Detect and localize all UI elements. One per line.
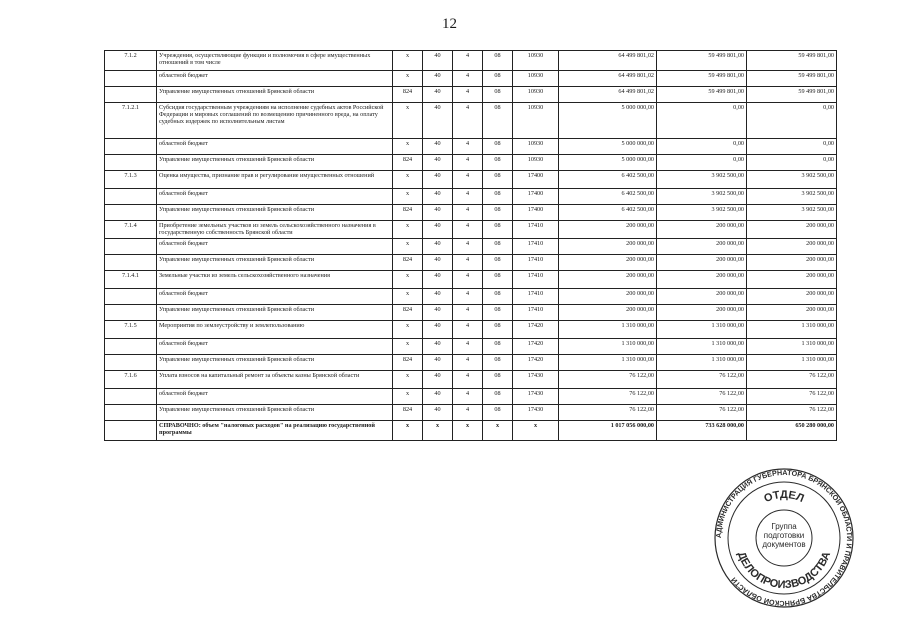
table-row [105, 205, 837, 221]
row-number-cell [105, 189, 157, 205]
table-row [105, 339, 837, 355]
table-row [105, 405, 837, 421]
target-code-cell: 10930 [513, 103, 559, 139]
amount-year2-cell: 76 122,00 [657, 371, 747, 389]
target-code-cell: 10930 [513, 87, 559, 103]
table-row [105, 51, 837, 71]
row-name-cell: Субсидия государственным учреждениям на исполнение судебных актов Российской Федерации и мировых соглашений по возмещению причиненного вреда, на оплату судебных издержек по исполнительным листам [157, 103, 393, 139]
table-row [105, 355, 837, 371]
program-code-cell: 40 [423, 221, 453, 239]
section-code-cell: 4 [453, 87, 483, 103]
row-name-cell: областной бюджет [157, 189, 393, 205]
target-code-cell: 10930 [513, 71, 559, 87]
subsection-code-cell: 08 [483, 205, 513, 221]
amount-year2-cell: 1 310 000,00 [657, 321, 747, 339]
subsection-code-cell: 08 [483, 87, 513, 103]
amount-year2-cell: 200 000,00 [657, 305, 747, 321]
table-row [105, 71, 837, 87]
gov-code-cell: х [393, 389, 423, 405]
gov-code-cell: х [393, 421, 423, 441]
target-code-cell: 17420 [513, 339, 559, 355]
row-number-cell [105, 87, 157, 103]
amount-year1-cell: 6 402 500,00 [559, 171, 657, 189]
amount-year2-cell: 0,00 [657, 155, 747, 171]
row-name-cell: Оценка имущества, признание прав и регулирование имущественных отношений [157, 171, 393, 189]
amount-year2-cell: 59 499 801,00 [657, 51, 747, 71]
section-code-cell: 4 [453, 139, 483, 155]
gov-code-cell: 824 [393, 405, 423, 421]
target-code-cell: 17430 [513, 371, 559, 389]
row-number-cell: 7.1.6 [105, 371, 157, 389]
amount-year1-cell: 1 310 000,00 [559, 355, 657, 371]
program-code-cell: 40 [423, 271, 453, 289]
target-code-cell: 10930 [513, 139, 559, 155]
amount-year2-cell: 59 499 801,00 [657, 87, 747, 103]
target-code-cell: 17430 [513, 405, 559, 421]
section-code-cell: 4 [453, 355, 483, 371]
amount-year3-cell: 200 000,00 [747, 305, 837, 321]
target-code-cell: 10930 [513, 51, 559, 71]
gov-code-cell: 824 [393, 305, 423, 321]
amount-year1-cell: 200 000,00 [559, 221, 657, 239]
gov-code-cell: х [393, 139, 423, 155]
program-code-cell: 40 [423, 289, 453, 305]
subsection-code-cell: 08 [483, 339, 513, 355]
row-name-cell: областной бюджет [157, 71, 393, 87]
row-name-cell: Управление имущественных отношений Брянской области [157, 87, 393, 103]
subsection-code-cell: 08 [483, 171, 513, 189]
amount-year2-cell: 0,00 [657, 139, 747, 155]
row-name-cell: областной бюджет [157, 289, 393, 305]
amount-year2-cell: 1 310 000,00 [657, 339, 747, 355]
gov-code-cell: х [393, 371, 423, 389]
amount-year2-cell: 59 499 801,00 [657, 71, 747, 87]
gov-code-cell: х [393, 339, 423, 355]
amount-year3-cell: 3 902 500,00 [747, 171, 837, 189]
row-name-cell: Приобретение земельных участков из земель сельскохозяйственного назначения в государственную собственность Брянской области [157, 221, 393, 239]
table-row [105, 255, 837, 271]
amount-year1-cell: 64 499 801,02 [559, 87, 657, 103]
amount-year2-cell: 3 902 500,00 [657, 189, 747, 205]
amount-year1-cell: 200 000,00 [559, 289, 657, 305]
amount-year1-cell: 6 402 500,00 [559, 189, 657, 205]
target-code-cell: х [513, 421, 559, 441]
amount-year3-cell: 76 122,00 [747, 389, 837, 405]
target-code-cell: 17430 [513, 389, 559, 405]
amount-year1-cell: 1 310 000,00 [559, 321, 657, 339]
row-name-cell: Управление имущественных отношений Брянской области [157, 205, 393, 221]
target-code-cell: 17420 [513, 355, 559, 371]
target-code-cell: 17410 [513, 255, 559, 271]
amount-year3-cell: 650 280 000,00 [747, 421, 837, 441]
amount-year3-cell: 59 499 801,00 [747, 87, 837, 103]
row-name-cell: Земельные участки из земель сельскохозяйственного назначения [157, 271, 393, 289]
gov-code-cell: х [393, 189, 423, 205]
table-row [105, 155, 837, 171]
office-stamp [714, 468, 854, 608]
row-number-cell [105, 305, 157, 321]
subsection-code-cell: 08 [483, 189, 513, 205]
row-name-cell: Управление имущественных отношений Брянской области [157, 305, 393, 321]
program-code-cell: 40 [423, 255, 453, 271]
section-code-cell: 4 [453, 305, 483, 321]
amount-year1-cell: 76 122,00 [559, 405, 657, 421]
program-code-cell: 40 [423, 139, 453, 155]
table-row [105, 371, 837, 389]
row-number-cell [105, 405, 157, 421]
amount-year3-cell: 76 122,00 [747, 405, 837, 421]
gov-code-cell: х [393, 71, 423, 87]
amount-year3-cell: 1 310 000,00 [747, 321, 837, 339]
amount-year2-cell: 200 000,00 [657, 221, 747, 239]
subsection-code-cell: 08 [483, 389, 513, 405]
amount-year2-cell: 76 122,00 [657, 405, 747, 421]
section-code-cell: 4 [453, 221, 483, 239]
subsection-code-cell: 08 [483, 239, 513, 255]
stamp-center-line: документов [762, 540, 806, 549]
row-number-cell [105, 255, 157, 271]
program-code-cell: 40 [423, 155, 453, 171]
page-number: 12 [442, 16, 457, 32]
amount-year1-cell: 5 000 000,00 [559, 155, 657, 171]
amount-year1-cell: 6 402 500,00 [559, 205, 657, 221]
amount-year2-cell: 76 122,00 [657, 389, 747, 405]
amount-year3-cell: 200 000,00 [747, 255, 837, 271]
section-code-cell: 4 [453, 71, 483, 87]
amount-year3-cell: 59 499 801,00 [747, 71, 837, 87]
row-name-cell: Мероприятия по землеустройству и землепользованию [157, 321, 393, 339]
target-code-cell: 17400 [513, 189, 559, 205]
gov-code-cell: х [393, 51, 423, 71]
table-row [105, 221, 837, 239]
amount-year2-cell: 1 310 000,00 [657, 355, 747, 371]
subsection-code-cell: 08 [483, 71, 513, 87]
gov-code-cell: х [393, 289, 423, 305]
amount-year1-cell: 64 499 801,02 [559, 51, 657, 71]
subsection-code-cell: 08 [483, 51, 513, 71]
section-code-cell: 4 [453, 289, 483, 305]
table-row [105, 271, 837, 289]
section-code-cell: 4 [453, 171, 483, 189]
gov-code-cell: х [393, 221, 423, 239]
amount-year3-cell: 0,00 [747, 155, 837, 171]
table-row [105, 103, 837, 139]
subsection-code-cell: 08 [483, 405, 513, 421]
row-number-cell: 7.1.3 [105, 171, 157, 189]
row-name-cell: Учреждения, осуществляющие функции и полномочия в сфере имущественных отношений в том числе [157, 51, 393, 71]
table-body [105, 51, 837, 441]
subsection-code-cell: 08 [483, 289, 513, 305]
amount-year1-cell: 200 000,00 [559, 305, 657, 321]
row-name-cell: Управление имущественных отношений Брянской области [157, 405, 393, 421]
subsection-code-cell: 08 [483, 371, 513, 389]
amount-year3-cell: 0,00 [747, 103, 837, 139]
amount-year2-cell: 200 000,00 [657, 239, 747, 255]
row-name-cell: областной бюджет [157, 239, 393, 255]
amount-year2-cell: 200 000,00 [657, 255, 747, 271]
stamp-ring-top: ОТДЕЛ [762, 488, 806, 506]
amount-year3-cell: 1 310 000,00 [747, 355, 837, 371]
target-code-cell: 17400 [513, 205, 559, 221]
row-name-cell: Управление имущественных отношений Брянской области [157, 355, 393, 371]
amount-year2-cell: 3 902 500,00 [657, 205, 747, 221]
row-name-cell: Управление имущественных отношений Брянской области [157, 255, 393, 271]
amount-year1-cell: 200 000,00 [559, 255, 657, 271]
row-number-cell: 7.1.2 [105, 51, 157, 71]
target-code-cell: 17410 [513, 289, 559, 305]
subsection-code-cell: 08 [483, 271, 513, 289]
amount-year2-cell: 733 628 000,00 [657, 421, 747, 441]
program-code-cell: 40 [423, 321, 453, 339]
program-code-cell: 40 [423, 189, 453, 205]
amount-year3-cell: 200 000,00 [747, 239, 837, 255]
program-code-cell: 40 [423, 371, 453, 389]
target-code-cell: 17410 [513, 239, 559, 255]
program-code-cell: 40 [423, 205, 453, 221]
stamp-center-text [762, 522, 805, 549]
program-code-cell: х [423, 421, 453, 441]
target-code-cell: 17420 [513, 321, 559, 339]
amount-year3-cell: 200 000,00 [747, 289, 837, 305]
program-code-cell: 40 [423, 389, 453, 405]
amount-year2-cell: 3 902 500,00 [657, 171, 747, 189]
section-code-cell: 4 [453, 239, 483, 255]
table-row [105, 289, 837, 305]
section-code-cell: 4 [453, 205, 483, 221]
row-number-cell [105, 339, 157, 355]
gov-code-cell: х [393, 271, 423, 289]
gov-code-cell: х [393, 321, 423, 339]
section-code-cell: 4 [453, 389, 483, 405]
gov-code-cell: х [393, 239, 423, 255]
target-code-cell: 10930 [513, 155, 559, 171]
row-number-cell: 7.1.4 [105, 221, 157, 239]
amount-year3-cell: 1 310 000,00 [747, 339, 837, 355]
section-code-cell: 4 [453, 51, 483, 71]
program-code-cell: 40 [423, 355, 453, 371]
amount-year1-cell: 5 000 000,00 [559, 139, 657, 155]
gov-code-cell: 824 [393, 155, 423, 171]
gov-code-cell: х [393, 171, 423, 189]
row-name-cell: областной бюджет [157, 389, 393, 405]
amount-year1-cell: 76 122,00 [559, 371, 657, 389]
gov-code-cell: 824 [393, 87, 423, 103]
section-code-cell: 4 [453, 321, 483, 339]
section-code-cell: 4 [453, 189, 483, 205]
row-number-cell: 7.1.5 [105, 321, 157, 339]
amount-year1-cell: 200 000,00 [559, 239, 657, 255]
target-code-cell: 17400 [513, 171, 559, 189]
program-code-cell: 40 [423, 171, 453, 189]
amount-year2-cell: 200 000,00 [657, 271, 747, 289]
row-name-cell: Управление имущественных отношений Брянской области [157, 155, 393, 171]
row-number-cell [105, 355, 157, 371]
amount-year1-cell: 1 310 000,00 [559, 339, 657, 355]
row-name-cell: Уплата взносов на капитальный ремонт за объекты казны Брянской области [157, 371, 393, 389]
amount-year3-cell: 76 122,00 [747, 371, 837, 389]
row-number-cell [105, 421, 157, 441]
row-name-cell: областной бюджет [157, 139, 393, 155]
subsection-code-cell: 08 [483, 155, 513, 171]
amount-year1-cell: 200 000,00 [559, 271, 657, 289]
target-code-cell: 17410 [513, 305, 559, 321]
row-number-cell [105, 71, 157, 87]
table-row [105, 321, 837, 339]
amount-year3-cell: 59 499 801,00 [747, 51, 837, 71]
row-number-cell [105, 205, 157, 221]
amount-year1-cell: 76 122,00 [559, 389, 657, 405]
subsection-code-cell: 08 [483, 255, 513, 271]
table-row [105, 171, 837, 189]
program-code-cell: 40 [423, 51, 453, 71]
amount-year1-cell: 5 000 000,00 [559, 103, 657, 139]
stamp-ring-bottom: ДЕЛОПРОИЗВОДСТВА [734, 550, 834, 592]
subsection-code-cell: 08 [483, 305, 513, 321]
program-code-cell: 40 [423, 405, 453, 421]
program-code-cell: 40 [423, 239, 453, 255]
row-number-cell [105, 139, 157, 155]
table-row [105, 421, 837, 441]
amount-year3-cell: 200 000,00 [747, 221, 837, 239]
subsection-code-cell: 08 [483, 355, 513, 371]
table-row [105, 239, 837, 255]
row-number-cell [105, 155, 157, 171]
budget-table [104, 50, 837, 441]
subsection-code-cell: 08 [483, 321, 513, 339]
row-number-cell [105, 389, 157, 405]
program-code-cell: 40 [423, 71, 453, 87]
stamp-center-line: подготовки [763, 531, 805, 540]
table-row [105, 139, 837, 155]
section-code-cell: 4 [453, 155, 483, 171]
row-name-cell: СПРАВОЧНО: объем "налоговых расходов" на реализацию государственной программы [157, 421, 393, 441]
section-code-cell: 4 [453, 255, 483, 271]
row-number-cell [105, 289, 157, 305]
gov-code-cell: 824 [393, 205, 423, 221]
table-row [105, 305, 837, 321]
amount-year1-cell: 1 017 056 000,00 [559, 421, 657, 441]
program-code-cell: 40 [423, 305, 453, 321]
program-code-cell: 40 [423, 103, 453, 139]
target-code-cell: 17410 [513, 271, 559, 289]
amount-year2-cell: 200 000,00 [657, 289, 747, 305]
gov-code-cell: х [393, 103, 423, 139]
amount-year1-cell: 64 499 801,02 [559, 71, 657, 87]
section-code-cell: 4 [453, 271, 483, 289]
subsection-code-cell: х [483, 421, 513, 441]
section-code-cell: 4 [453, 405, 483, 421]
table-row [105, 389, 837, 405]
row-number-cell: 7.1.4.1 [105, 271, 157, 289]
subsection-code-cell: 08 [483, 221, 513, 239]
amount-year3-cell: 200 000,00 [747, 271, 837, 289]
target-code-cell: 17410 [513, 221, 559, 239]
table-row [105, 87, 837, 103]
section-code-cell: х [453, 421, 483, 441]
section-code-cell: 4 [453, 339, 483, 355]
row-name-cell: областной бюджет [157, 339, 393, 355]
amount-year2-cell: 0,00 [657, 103, 747, 139]
subsection-code-cell: 08 [483, 103, 513, 139]
program-code-cell: 40 [423, 339, 453, 355]
row-number-cell [105, 239, 157, 255]
table-row [105, 189, 837, 205]
amount-year3-cell: 3 902 500,00 [747, 205, 837, 221]
row-number-cell: 7.1.2.1 [105, 103, 157, 139]
stamp-outer-text: АДМИНИСТРАЦИЯ ГУБЕРНАТОРА БРЯНСКОЙ ОБЛАСТИ И ПРАВИТЕЛЬСТВА БРЯНСКОЙ ОБЛАСТИ [714, 468, 854, 608]
amount-year3-cell: 0,00 [747, 139, 837, 155]
program-code-cell: 40 [423, 87, 453, 103]
amount-year3-cell: 3 902 500,00 [747, 189, 837, 205]
section-code-cell: 4 [453, 103, 483, 139]
section-code-cell: 4 [453, 371, 483, 389]
gov-code-cell: 824 [393, 355, 423, 371]
stamp-center-line: Группа [771, 522, 797, 531]
gov-code-cell: 824 [393, 255, 423, 271]
subsection-code-cell: 08 [483, 139, 513, 155]
